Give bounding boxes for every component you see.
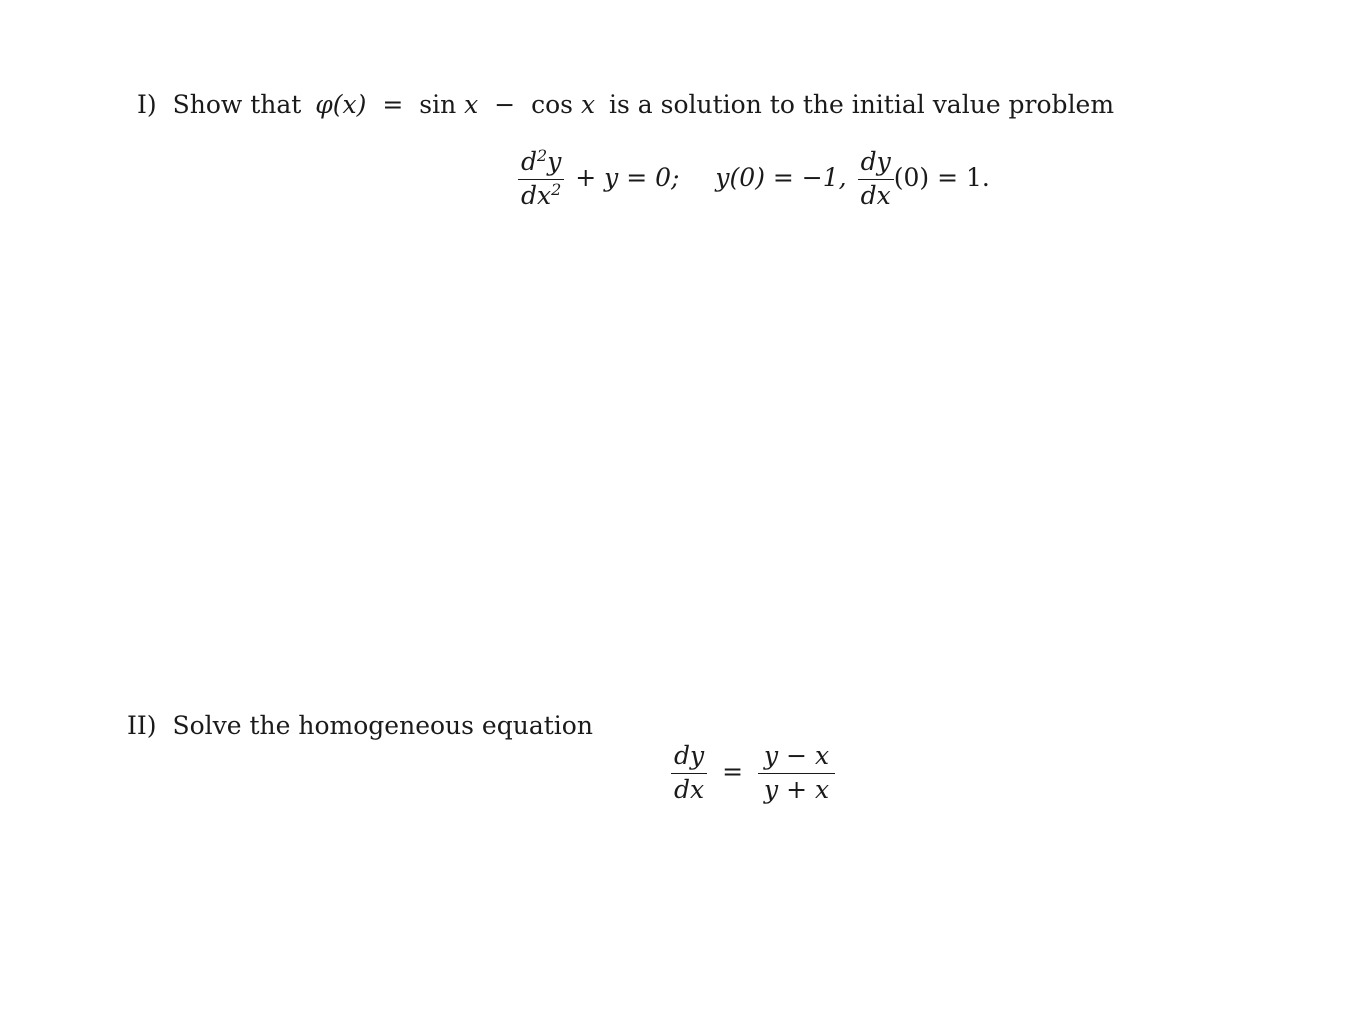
first-derivative-fraction: [858, 148, 894, 211]
problem-1-x2: x: [580, 90, 596, 119]
lhs-den: dx: [674, 774, 705, 804]
initial-condition-2: (0) = 1.: [893, 162, 990, 192]
rhs-fraction: [758, 742, 835, 805]
problem-1-lead: Show that: [172, 90, 302, 119]
problem-1-x1: x: [464, 90, 479, 119]
lhs-fraction: [671, 742, 707, 805]
problem-1-cos: cos: [531, 90, 574, 119]
frac1-num-y: y: [547, 147, 562, 176]
frac2-den: dx: [860, 180, 891, 210]
problem-1-phi: φ(x): [315, 90, 367, 119]
equals-sign: =: [722, 756, 744, 786]
frac1-den-sup: 2: [551, 179, 562, 199]
lhs-num: dy: [671, 742, 707, 774]
problem-2-equation: [668, 742, 838, 805]
rhs-den: y + x: [764, 774, 830, 804]
frac2-num: dy: [858, 148, 894, 180]
initial-condition-1: y(0) = −1,: [715, 162, 847, 192]
problem-2-label: II): [127, 711, 157, 740]
problem-1-equation: [515, 148, 990, 211]
problem-2-statement: [127, 713, 593, 738]
problem-1-sin: sin: [419, 90, 457, 119]
problem-1-label: I): [137, 90, 157, 119]
frac1-num-d: d: [521, 147, 538, 176]
frac1-den-dx: dx: [521, 180, 552, 210]
problem-1-minus: −: [494, 90, 516, 119]
problem-2-intro: Solve the homogeneous equation: [172, 711, 593, 740]
problem-1-eq-sign: =: [382, 90, 404, 119]
frac1-num-sup: 2: [537, 146, 548, 165]
second-derivative-fraction: [518, 148, 564, 211]
problem-1-statement: [137, 92, 1114, 117]
plus-y-zero: + y = 0;: [575, 162, 680, 192]
problem-1-tail: is a solution to the initial value problem: [609, 90, 1115, 119]
rhs-num: y − x: [758, 742, 835, 774]
